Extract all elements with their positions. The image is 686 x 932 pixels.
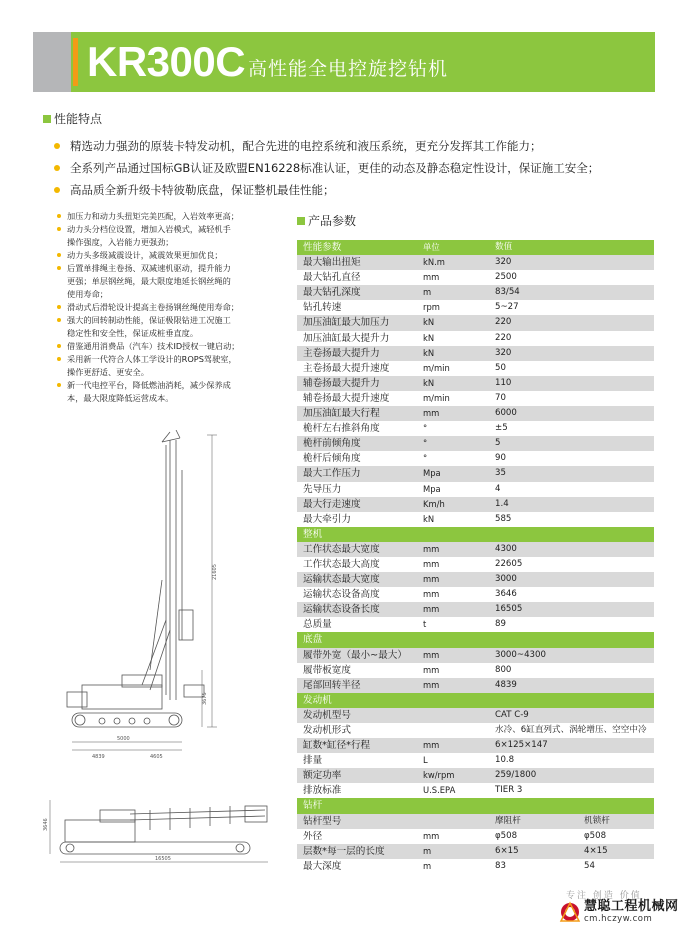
dim-right-label: 4605 xyxy=(150,754,163,760)
param-value: 70 xyxy=(495,392,506,403)
params-row xyxy=(297,859,654,874)
logo-url: cm.hczyw.com xyxy=(584,914,653,924)
param-name: 发动机 xyxy=(303,694,332,706)
param-unit: ° xyxy=(423,423,428,434)
params-row xyxy=(297,436,654,451)
param-name: 加压油缸最大加压力 xyxy=(303,317,390,329)
param-name: 总质量 xyxy=(303,619,332,631)
params-row xyxy=(297,361,654,376)
logo-name: 慧聪工程机械网 xyxy=(584,899,679,914)
param-unit: ° xyxy=(423,438,428,449)
bullet-icon xyxy=(57,227,61,231)
param-name: 发动机型号 xyxy=(303,709,351,721)
param-value: 水冷、6缸直列式、涡轮增压、空空中冷 xyxy=(495,725,647,735)
dim-height-label: 21605 xyxy=(212,564,218,580)
params-row xyxy=(297,602,654,617)
param-unit: Km/h xyxy=(423,498,445,509)
param-unit: m/min xyxy=(423,362,450,373)
param-value: 10.8 xyxy=(495,755,515,766)
params-row xyxy=(297,663,654,678)
detail-feature-item xyxy=(56,314,270,340)
detail-feature-line: 滑动式后滑轮设计提高主卷扬钢丝绳使用寿命； xyxy=(67,302,239,312)
param-name: 最大钻孔直径 xyxy=(303,272,361,284)
param-name: 缸数*缸径*行程 xyxy=(303,740,371,752)
params-row xyxy=(297,572,654,587)
params-group-row xyxy=(297,527,654,542)
param-name: 主卷扬最大提升力 xyxy=(303,347,380,359)
model-subtitle: 高性能全电控旋挖钻机 xyxy=(248,58,449,80)
bullet-icon xyxy=(54,143,60,149)
transport-length-label: 16505 xyxy=(155,856,171,862)
param-value: φ508 xyxy=(495,830,518,841)
features-section-title xyxy=(43,110,102,127)
param-name: 排量 xyxy=(303,755,323,767)
param-value: ±5 xyxy=(495,423,508,434)
param-unit: mm xyxy=(423,574,440,585)
param-name: 最大钻孔深度 xyxy=(303,287,361,299)
detail-feature-line: 加压力和动力头扭矩完美匹配，入岩效率更高； xyxy=(67,211,239,221)
params-row xyxy=(297,331,654,346)
params-row xyxy=(297,466,654,481)
params-row xyxy=(297,255,654,270)
col-header-unit: 单位 xyxy=(423,242,440,252)
detail-feature-line: 借鉴通用消费品（汽车）技术ID授权一键启动； xyxy=(67,341,240,351)
param-unit: m xyxy=(423,287,432,298)
param-name: 辅卷扬最大提升力 xyxy=(303,377,380,389)
param-unit: kN xyxy=(423,317,435,328)
params-row xyxy=(297,768,654,783)
param-name: 钻杆型号 xyxy=(303,815,342,827)
param-unit: kN xyxy=(423,347,435,358)
detail-feature-line: 动力头多级减震设计，减震效果更加优良； xyxy=(67,250,223,260)
params-row xyxy=(297,648,654,663)
param-name: 最大行走速度 xyxy=(303,498,361,510)
logo-mark-icon xyxy=(558,901,582,923)
param-unit: kN xyxy=(423,377,435,388)
param-unit: mm xyxy=(423,649,440,660)
detail-feature-item xyxy=(56,301,270,314)
param-unit: t xyxy=(423,619,427,630)
param-name: 钻孔转速 xyxy=(303,302,342,314)
param-name: 额定功率 xyxy=(303,770,342,782)
param-name: 整机 xyxy=(303,528,323,540)
rig-transport-view-drawing xyxy=(40,780,285,865)
feature-item xyxy=(54,157,664,179)
detail-feature-item xyxy=(56,340,270,353)
param-unit: kN.m xyxy=(423,257,445,268)
model-title: KR300C xyxy=(87,38,246,85)
bullet-icon xyxy=(57,383,61,387)
bullet-icon xyxy=(57,344,61,348)
features-title-text: 性能特点 xyxy=(54,112,103,126)
detail-feature-line: 操作强度，入岩能力更强劲； xyxy=(67,237,174,247)
detail-feature-line: 稳定性和安全性，保证成桩垂直度。 xyxy=(67,328,199,338)
param-unit: Mpa xyxy=(423,483,441,494)
detail-feature-line: 后置单排绳主卷扬、双减速机驱动，提升能力 xyxy=(67,263,231,273)
param-name: 工作状态最大宽度 xyxy=(303,543,380,555)
param-unit: m/min xyxy=(423,392,450,403)
params-row xyxy=(297,315,654,330)
params-row xyxy=(297,678,654,693)
param-value: 585 xyxy=(495,513,512,524)
detail-feature-line: 动力头分档位设置，增加入岩模式，减轻机手 xyxy=(67,224,231,234)
param-name: 最大牵引力 xyxy=(303,513,351,525)
params-row xyxy=(297,391,654,406)
param-value: 320 xyxy=(495,347,512,358)
param-name: 最大输出扭矩 xyxy=(303,257,361,269)
feature-item xyxy=(54,179,664,201)
feature-item xyxy=(54,135,664,157)
param-name: 底盘 xyxy=(303,634,323,646)
param-value: 320 xyxy=(495,257,512,268)
param-unit: mm xyxy=(423,740,440,751)
params-row xyxy=(297,617,654,632)
params-row xyxy=(297,300,654,315)
params-row xyxy=(297,406,654,421)
bullet-icon xyxy=(57,357,61,361)
params-table xyxy=(297,240,654,874)
params-group-row xyxy=(297,693,654,708)
param-name: 最大深度 xyxy=(303,860,342,872)
params-row xyxy=(297,451,654,466)
transport-height-label: 3646 xyxy=(43,818,49,831)
detail-feature-line: 本，最大限度降低运营成本。 xyxy=(67,393,174,403)
param-unit: kN xyxy=(423,513,435,524)
param-value: CAT C-9 xyxy=(495,709,529,720)
params-row xyxy=(297,497,654,512)
param-value: 摩阻杆 xyxy=(495,815,521,826)
params-row xyxy=(297,829,654,844)
feature-text: 精选动力强劲的原装卡特发动机，配合先进的电控系统和液压系统，更充分发挥其工作能力； xyxy=(70,139,542,153)
params-row xyxy=(297,285,654,300)
bullet-icon xyxy=(57,305,61,309)
param-unit: U.S.EPA xyxy=(423,785,456,796)
param-value: 83 xyxy=(495,860,506,871)
param-name: 桅杆左右推斜角度 xyxy=(303,423,380,435)
param-value: 220 xyxy=(495,332,512,343)
param-value: 259/1800 xyxy=(495,770,537,781)
params-row xyxy=(297,482,654,497)
params-row xyxy=(297,542,654,557)
params-row xyxy=(297,587,654,602)
param-value: 6000 xyxy=(495,408,517,419)
params-row xyxy=(297,376,654,391)
params-row xyxy=(297,421,654,436)
col-header-param: 性能参数 xyxy=(303,242,342,253)
header-banner xyxy=(33,32,655,92)
param-value: 4300 xyxy=(495,543,517,554)
section-square-icon xyxy=(43,115,51,123)
param-value: 2500 xyxy=(495,272,517,283)
param-unit: mm xyxy=(423,272,440,283)
param-unit: mm xyxy=(423,558,440,569)
param-unit: mm xyxy=(423,664,440,675)
param-name: 运输状态设备高度 xyxy=(303,589,380,601)
detail-feature-line: 强大的回转制动性能，保证极限钻进工况施工 xyxy=(67,315,231,325)
dim-left-label: 4839 xyxy=(92,754,105,760)
params-row xyxy=(297,753,654,768)
param-unit: m xyxy=(423,845,432,856)
col-header-value: 数值 xyxy=(495,242,513,252)
param-unit xyxy=(423,723,495,738)
param-value: 110 xyxy=(495,377,512,388)
param-name: 尾部回转半径 xyxy=(303,679,361,691)
param-name: 运输状态设备长度 xyxy=(303,604,380,616)
logo-text xyxy=(584,899,679,924)
param-value: 90 xyxy=(495,453,506,464)
params-title-text: 产品参数 xyxy=(308,214,357,228)
param-value: 220 xyxy=(495,317,512,328)
bullet-icon xyxy=(57,318,61,322)
param-name: 发动机形式 xyxy=(303,725,351,736)
param-unit: kw/rpm xyxy=(423,770,455,781)
param-value: 22605 xyxy=(495,558,523,569)
param-value: 16505 xyxy=(495,604,523,615)
param-unit: mm xyxy=(423,543,440,554)
param-value: 6×125×147 xyxy=(495,740,548,751)
params-section-title xyxy=(297,212,356,229)
param-name: 钻杆 xyxy=(303,800,323,812)
detail-feature-line: 操作更舒适、更安全。 xyxy=(67,367,149,377)
param-unit: kN xyxy=(423,332,435,343)
header-gray-block xyxy=(33,32,71,92)
param-name: 桅杆前倾角度 xyxy=(303,438,361,450)
param-unit: mm xyxy=(423,679,440,690)
param-name: 层数*每一层的长度 xyxy=(303,845,385,857)
header-accent-bar xyxy=(73,38,78,86)
param-value: 3646 xyxy=(495,589,517,600)
params-row xyxy=(297,723,654,738)
feature-text: 全系列产品通过国标GB认证及欧盟EN16228标准认证，更佳的动态及静态稳定性设计，保证施工安全； xyxy=(70,161,600,175)
param-value: TIER 3 xyxy=(495,785,523,796)
detail-features-list xyxy=(56,210,270,405)
param-unit: mm xyxy=(423,408,440,419)
param-name: 辅卷扬最大提升速度 xyxy=(303,392,390,404)
param-value: 5 xyxy=(495,438,501,449)
param-unit: m xyxy=(423,860,432,871)
param-name: 加压油缸最大提升力 xyxy=(303,332,390,344)
param-name: 先导压力 xyxy=(303,483,342,495)
param-name: 外径 xyxy=(303,830,323,842)
param-unit: mm xyxy=(423,830,440,841)
detail-feature-item xyxy=(56,353,270,379)
detail-feature-item xyxy=(56,379,270,405)
param-value: 1.4 xyxy=(495,498,509,509)
param-unit: mm xyxy=(423,589,440,600)
params-group-row xyxy=(297,632,654,647)
param-value: 83/54 xyxy=(495,287,520,298)
param-value: 35 xyxy=(495,468,506,479)
params-row xyxy=(297,844,654,859)
param-name: 履带外宽（最小~最大） xyxy=(303,649,407,661)
param-name: 主卷扬最大提升速度 xyxy=(303,362,390,374)
param-name: 最大工作压力 xyxy=(303,468,361,480)
param-unit: mm xyxy=(423,604,440,615)
detail-feature-item xyxy=(56,223,270,249)
rig-side-view-drawing xyxy=(62,430,282,775)
bullet-icon xyxy=(54,165,60,171)
detail-feature-item xyxy=(56,262,270,301)
bullet-icon xyxy=(57,253,61,257)
bullet-icon xyxy=(57,266,61,270)
params-group-row xyxy=(297,798,654,813)
param-value: 4 xyxy=(495,483,501,494)
param-unit: rpm xyxy=(423,302,440,313)
param-value: 50 xyxy=(495,362,506,373)
param-value: 4839 xyxy=(495,679,517,690)
params-row xyxy=(297,557,654,572)
detail-feature-line: 采用新一代符合人体工学设计的ROPS驾驶室， xyxy=(67,354,237,364)
params-row xyxy=(297,346,654,361)
bullet-icon xyxy=(57,214,61,218)
param-name: 运输状态最大宽度 xyxy=(303,574,380,586)
params-row xyxy=(297,814,654,829)
param-value-alt: 4×15 xyxy=(584,845,608,856)
param-name: 排放标准 xyxy=(303,785,342,797)
param-unit xyxy=(423,708,495,723)
param-name: 加压油缸最大行程 xyxy=(303,408,380,420)
param-value-alt: 54 xyxy=(584,860,595,871)
section-square-icon xyxy=(297,217,305,225)
detail-feature-line: 更强；单层钢丝绳，最大限度地延长钢丝绳的 xyxy=(67,276,231,286)
params-row xyxy=(297,783,654,798)
dim-width-label: 5000 xyxy=(117,736,130,742)
detail-feature-line: 使用寿命； xyxy=(67,289,108,299)
param-value: 3000~4300 xyxy=(495,649,546,660)
param-unit xyxy=(423,814,495,829)
bullet-icon xyxy=(54,187,60,193)
detail-feature-item xyxy=(56,210,270,223)
params-row xyxy=(297,738,654,753)
param-unit: L xyxy=(423,755,428,766)
detail-feature-line: 新一代电控平台，降低燃油消耗，减少保养成 xyxy=(67,380,231,390)
params-row xyxy=(297,708,654,723)
param-name: 履带板宽度 xyxy=(303,664,351,676)
param-unit: Mpa xyxy=(423,468,441,479)
param-value: 5~27 xyxy=(495,302,519,313)
param-name: 工作状态最大高度 xyxy=(303,558,380,570)
param-value: 6×15 xyxy=(495,845,519,856)
footer-logo[interactable] xyxy=(558,899,679,924)
feature-text: 高品质全新升级卡特彼勒底盘，保证整机最佳性能； xyxy=(70,183,335,197)
param-value-alt: 机锁杆 xyxy=(584,815,610,826)
param-unit: ° xyxy=(423,453,428,464)
params-row xyxy=(297,270,654,285)
param-value: 89 xyxy=(495,619,506,630)
params-row xyxy=(297,512,654,527)
footer-slogan: 专注 创造 价值 xyxy=(566,891,642,901)
param-value: 800 xyxy=(495,664,512,675)
param-value-alt: φ508 xyxy=(584,830,607,841)
dim-lower-label: 3675 xyxy=(202,692,208,705)
param-name: 桅杆后倾角度 xyxy=(303,453,361,465)
detail-feature-item xyxy=(56,249,270,262)
features-list xyxy=(54,135,664,201)
param-value: 3000 xyxy=(495,574,517,585)
params-header-row xyxy=(297,240,654,255)
